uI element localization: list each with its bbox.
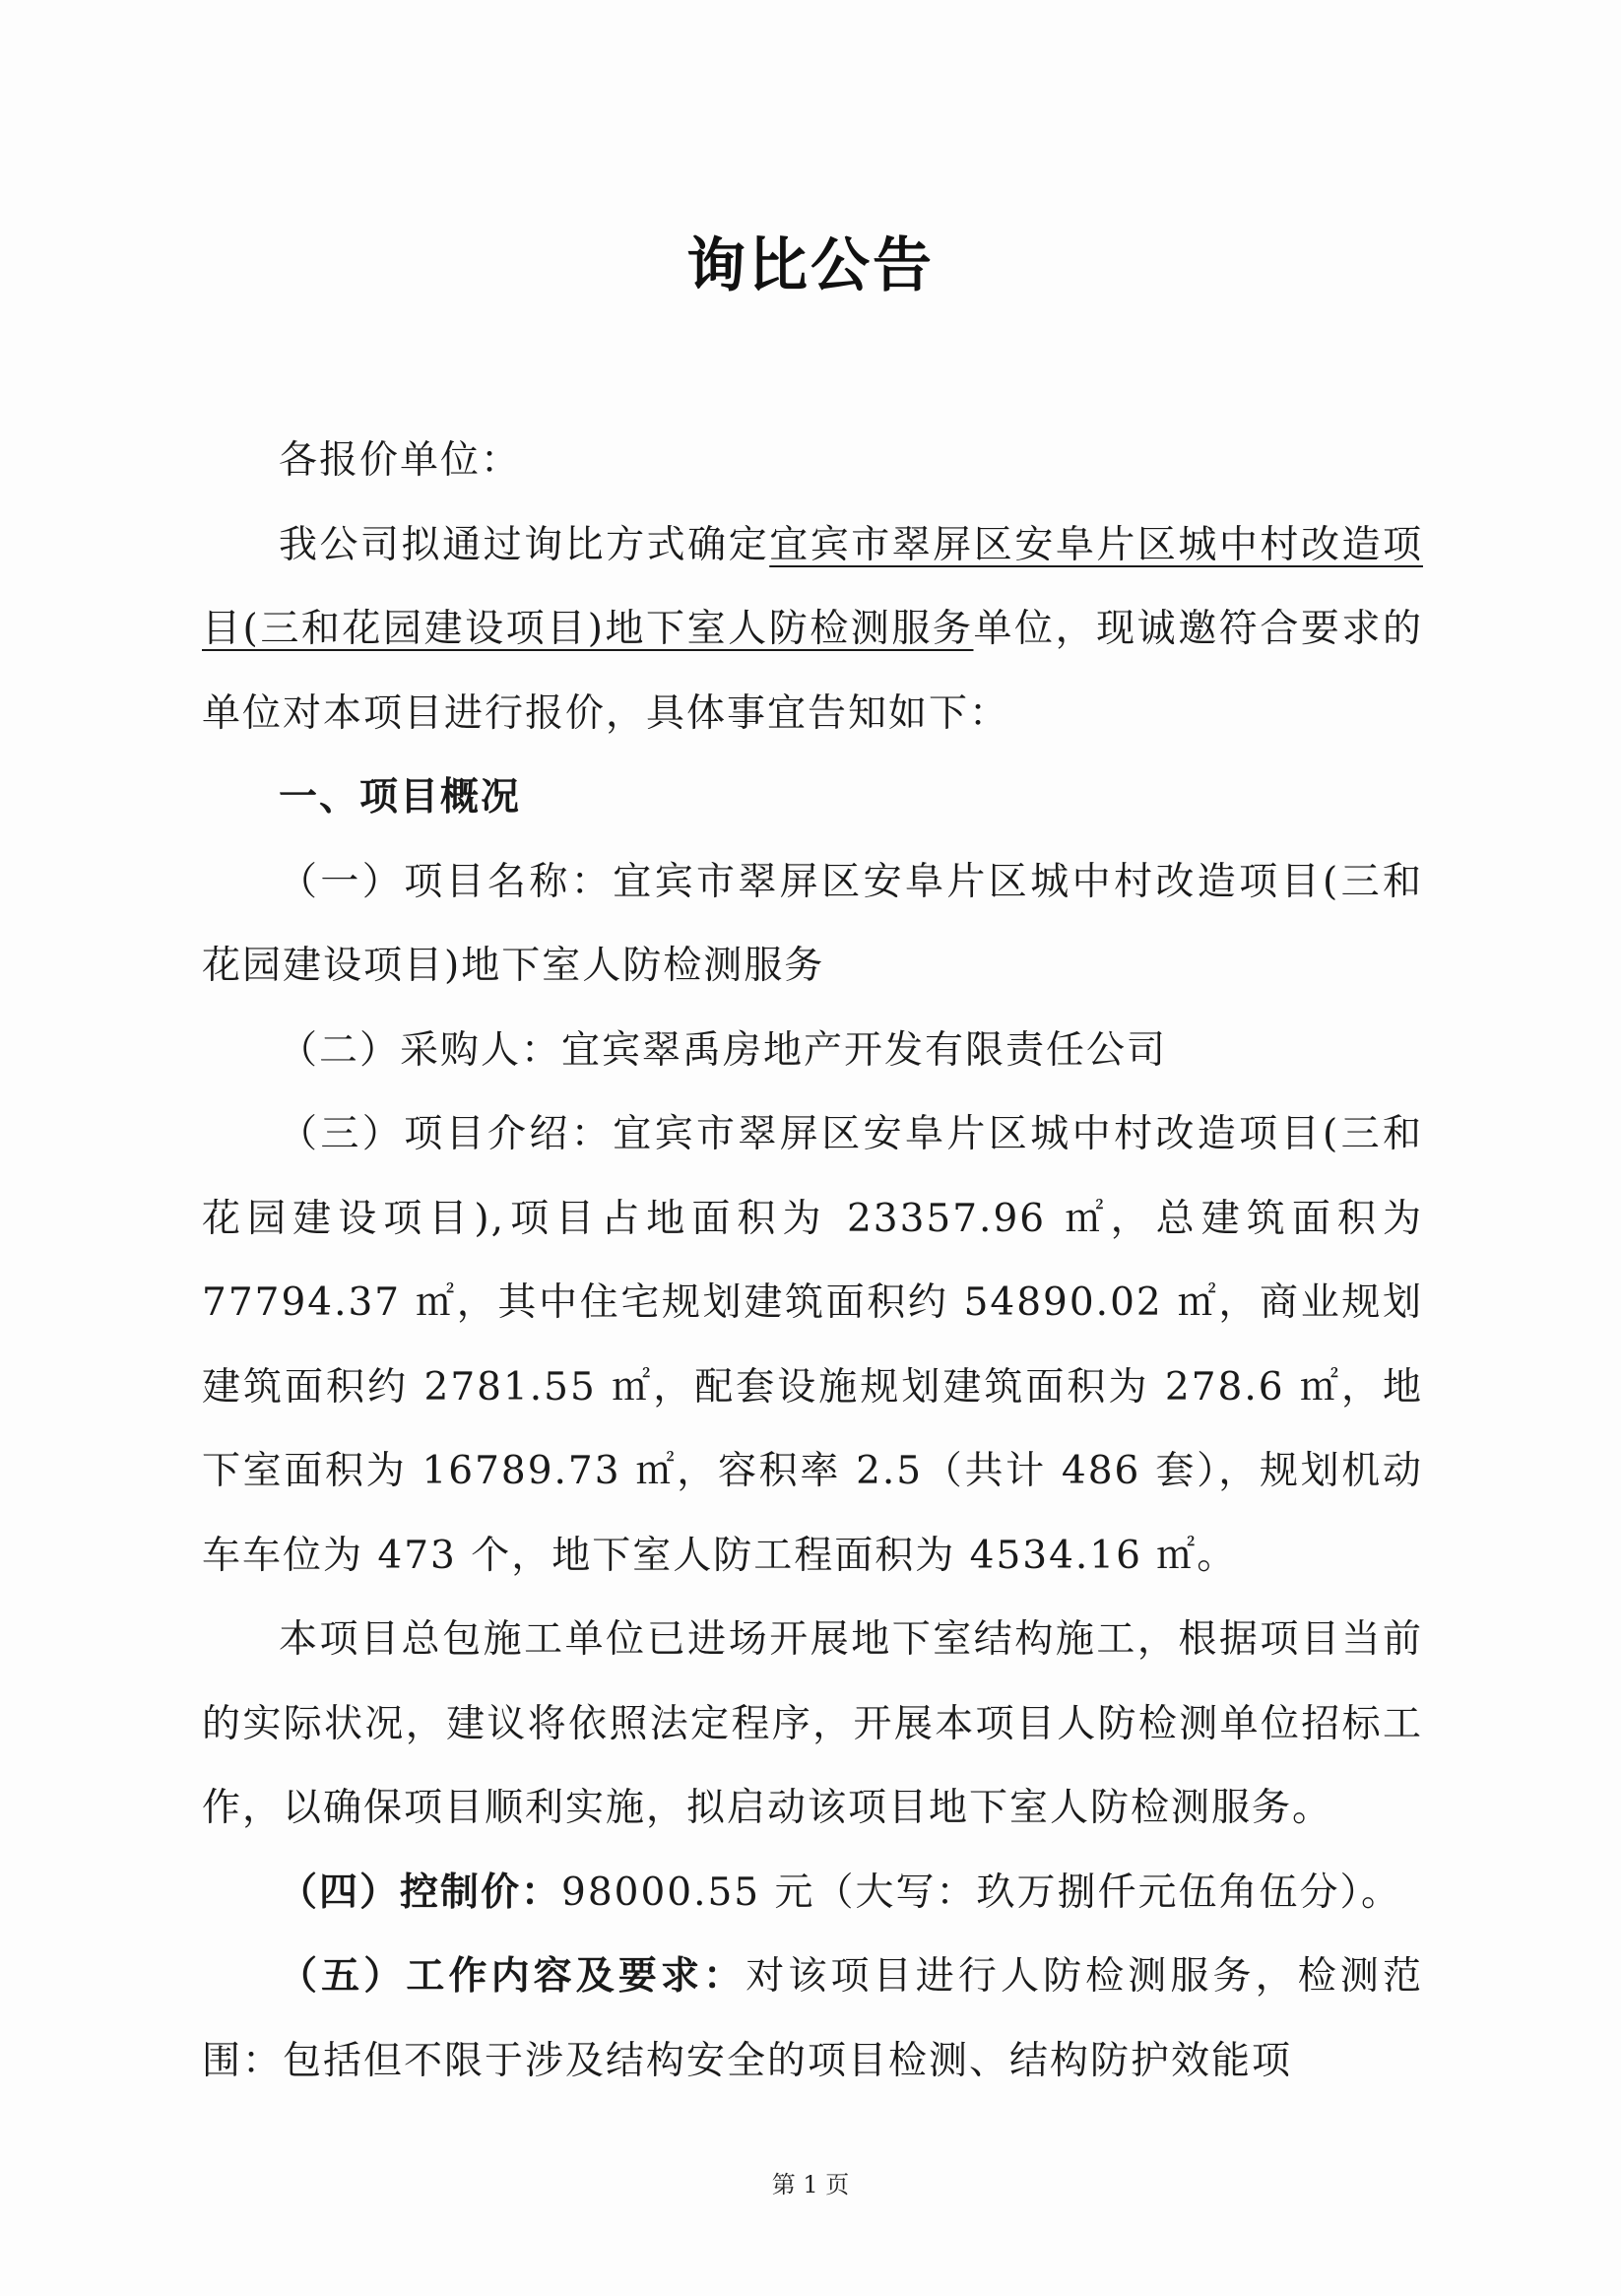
document-title: 询比公告 <box>686 231 935 300</box>
item-project-intro-text: 宜宾市翠屏区安阜片区城中村改造项目(三和花园建设项目),项目占地面积为 23357.96 ㎡，总建筑面积为 77794.37 ㎡，其中住宅规划建筑面积约 54890.02 ㎡，商业规划建筑面积约 2781.55 ㎡，配套设施规划建筑面积为 278.6 ㎡，地下室面积为 16789.73 ㎡，容积率 2.5（共计 486 套），规划机动车车位为 473 个，地下室人防工程面积为 4534.16 ㎡。 <box>202 1112 1423 1578</box>
section-heading-overview: 一、项目概况 <box>279 775 522 820</box>
item-work-content-label: （五）工作内容及要求： <box>279 1954 746 1999</box>
item-project-name-label: （一）项目名称： <box>279 859 614 904</box>
intro-paragraph <box>202 503 1423 756</box>
salutation: 各报价单位： <box>279 438 522 483</box>
intro-project-name: 宜宾市翠屏区安阜片区城中村改造项目(三和花园建设项目)地下室人防检测服务 <box>202 522 1423 651</box>
item-work-content <box>202 1935 1423 2103</box>
intro-before: 我公司拟通过询比方式确定 <box>279 522 770 567</box>
intro-after: 单位，现诚邀符合要求的单位对本项目进行报价，具体事宜告知如下： <box>202 607 1423 736</box>
item-control-price <box>202 1851 1423 1935</box>
item-control-price-text: 98000.55 元（大写：玖万捌仟元伍角伍分）。 <box>561 1870 1402 1915</box>
item-project-intro <box>202 1092 1423 1598</box>
item-control-price-label: （四）控制价： <box>279 1870 562 1915</box>
item-project-name-text: 宜宾市翠屏区安阜片区城中村改造项目(三和花园建设项目)地下室人防检测服务 <box>202 859 1423 988</box>
item-project-name <box>202 840 1423 1009</box>
item-purchaser-label: （二）采购人： <box>279 1027 562 1073</box>
item-purchaser <box>202 1009 1423 1093</box>
status-paragraph: 本项目总包施工单位已进场开展地下室结构施工，根据项目当前的实际状况，建议将依照法定程序，开展本项目人防检测单位招标工作，以确保项目顺利实施，拟启动该项目地下室人防检测服务。 <box>202 1617 1423 1830</box>
item-purchaser-text: 宜宾翠禹房地产开发有限责任公司 <box>561 1027 1168 1073</box>
page-number-footer: 第 1 页 <box>771 2171 850 2198</box>
document-body <box>202 419 1423 2103</box>
item-project-intro-label: （三）项目介绍： <box>279 1112 614 1156</box>
item-work-content-text: 对该项目进行人防检测服务，检测范围：包括但不限于涉及结构安全的项目检测、结构防护效能项 <box>202 1954 1423 2083</box>
